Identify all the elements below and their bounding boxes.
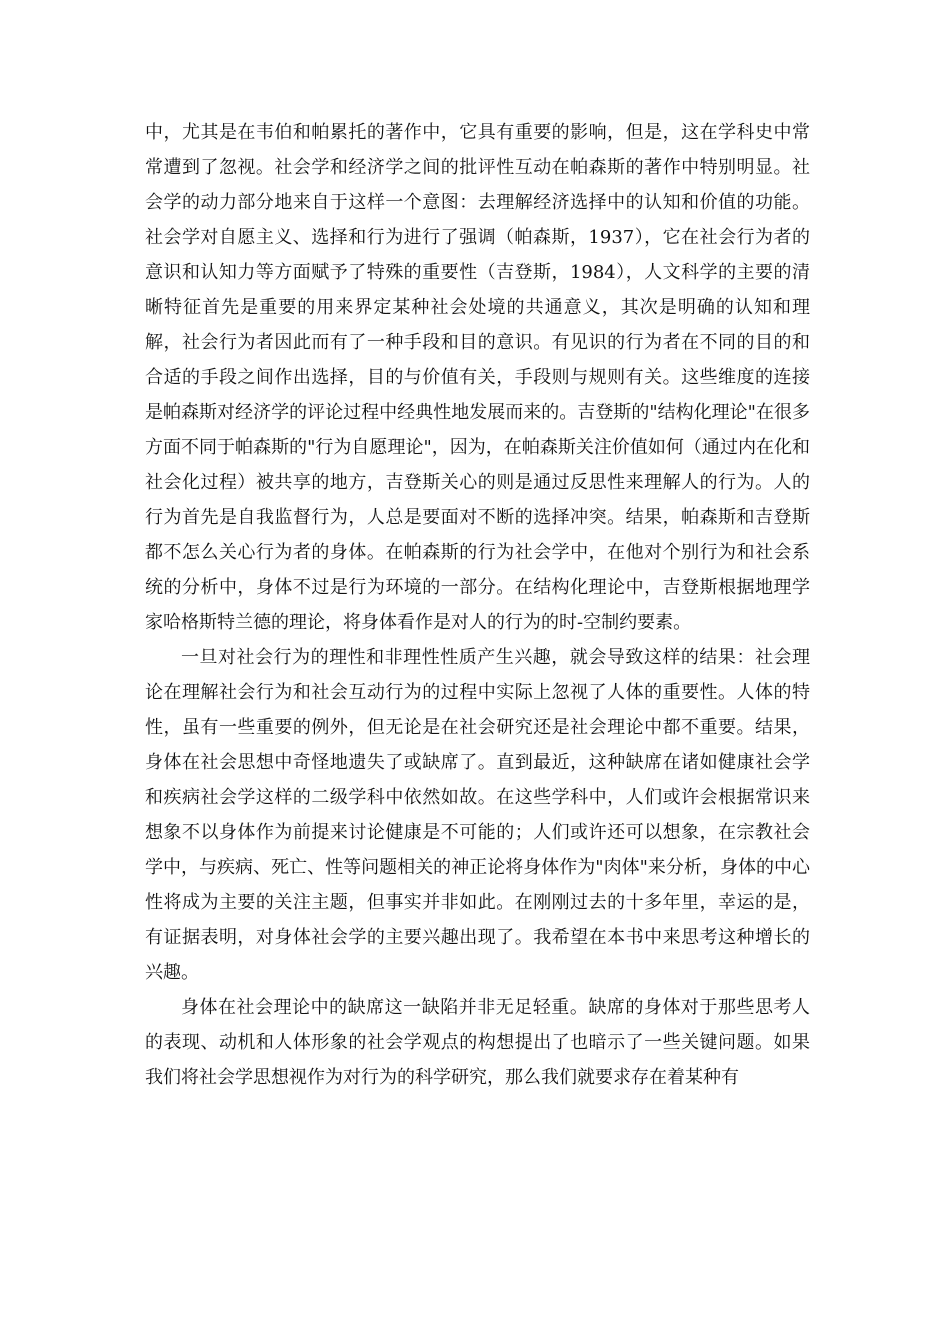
paragraph-3: 身体在社会理论中的缺席这一缺陷并非无足轻重。缺席的身体对于那些思考人的表现、动机和人体形象的社会学观点的构想提出了也暗示了一些关键问题。如果我们将社会学思想视作为对行为的科学研究，那么我们就要求存在着某种有 xyxy=(145,997,810,1088)
paragraph-1: 中，尤其是在韦伯和帕累托的著作中，它具有重要的影响，但是，这在学科史中常常遭到了忽视。社会学和经济学之间的批评性互动在帕森斯的著作中特别明显。社会学的动力部分地来自于这样一个意图：去理解经济选择中的认知和价值的功能。社会学对自愿主义、选择和行为进行了强调（帕森斯，1937），它在社会行为者的意识和认知力等方面赋予了特殊的重要性（吉登斯，1984），人文科学的主要的清晰特征首先是重要的用来界定某种社会处境的共通意义，其次是明确的认知和理解，社会行为者因此而有了一种手段和目的意识。有见识的行为者在不同的目的和合适的手段之间作出选择，目的与价值有关，手段则与规则有关。这些维度的连接是帕森斯对经济学的评论过程中经典性地发展而来的。吉登斯的"结构化理论"在很多方面不同于帕森斯的"行为自愿理论"，因为，在帕森斯关注价值如何（通过内在化和社会化过程）被共享的地方，吉登斯关心的则是通过反思性来理解人的行为。人的行为首先是自我监督行为，人总是要面对不断的选择冲突。结果，帕森斯和吉登斯都不怎么关心行为者的身体。在帕森斯的行为社会学中，在他对个别行为和社会系统的分析中，身体不过是行为环境的一部分。在结构化理论中，吉登斯根据地理学家哈格斯特兰德的理论，将身体看作是对人的行为的时-空制约要素。 xyxy=(145,122,810,633)
body-text xyxy=(145,115,810,1095)
paragraph-2: 一旦对社会行为的理性和非理性性质产生兴趣，就会导致这样的结果：社会理论在理解社会行为和社会互动行为的过程中实际上忽视了人体的重要性。人体的特性，虽有一些重要的例外，但无论是在社会研究还是社会理论中都不重要。结果，身体在社会思想中奇怪地遗失了或缺席了。直到最近，这种缺席在诸如健康社会学和疾病社会学这样的二级学科中依然如故。在这些学科中，人们或许会根据常识来想象不以身体作为前提来讨论健康是不可能的；人们或许还可以想象，在宗教社会学中，与疾病、死亡、性等问题相关的神正论将身体作为"肉体"来分析，身体的中心性将成为主要的关注主题，但事实并非如此。在刚刚过去的十多年里，幸运的是，有证据表明，对身体社会学的主要兴趣出现了。我希望在本书中来思考这种增长的兴趣。 xyxy=(145,647,810,983)
